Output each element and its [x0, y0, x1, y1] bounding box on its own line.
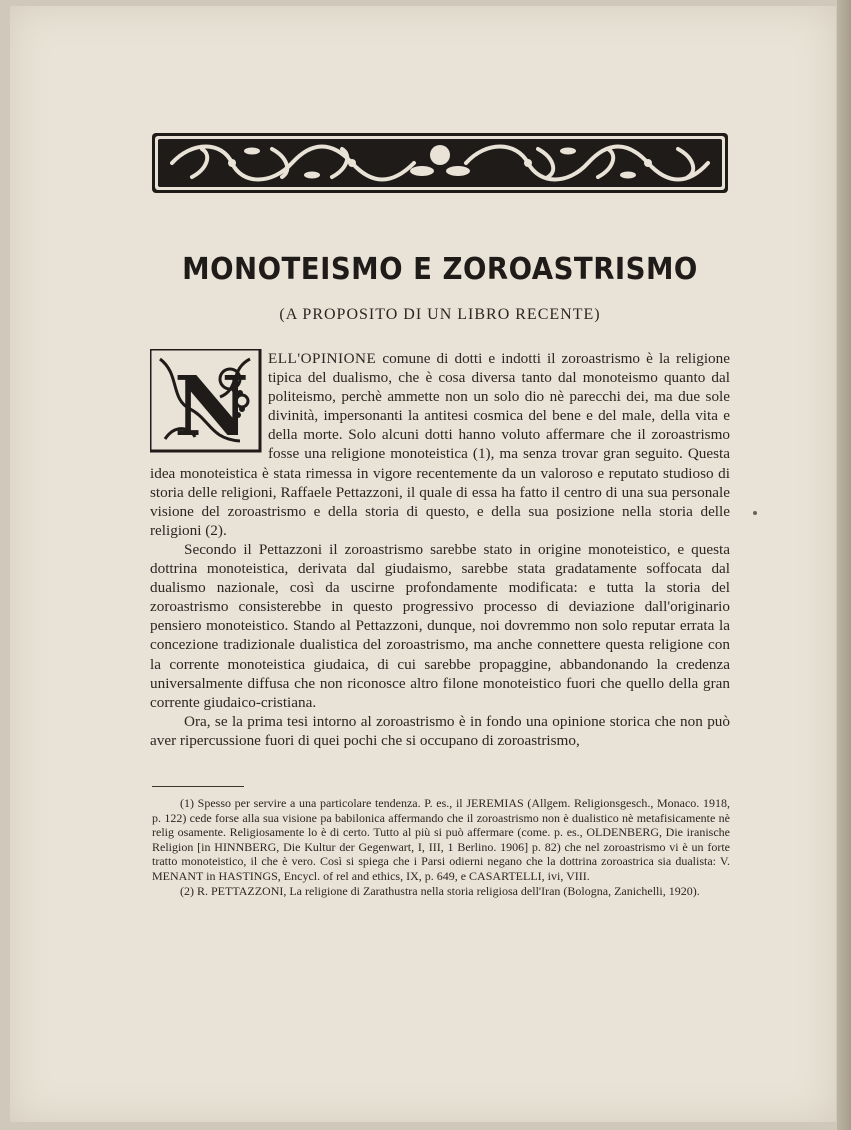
article-subtitle: (A PROPOSITO DI UN LIBRO RECENTE) — [279, 306, 601, 323]
book-spine — [837, 0, 851, 1130]
article-title: MONOTEISMO E ZOROASTRISMO — [182, 252, 698, 287]
article-body — [150, 349, 730, 750]
footnote-2: (2) R. PETTAZZONI, La religione di Zarathustra nella storia religiosa dell'Iran (Bologna, Zanichelli, 1920). — [180, 883, 700, 898]
footnotes — [152, 796, 730, 898]
decorated-drop-cap-icon — [150, 349, 264, 453]
paragraph-2: Secondo il Pettazzoni il zoroastrismo sarebbe stato in origine monoteistico, e questa dottrina monoteistica, derivata dal giudaismo, sarebbe stata gradatamente soffocata dal dualismo nazionale, così da uscirne profondamente modificata: e tutta la storia del zoroastrismo consisterebbe in questo progressivo processo di deviazione dall'originario pensiero monoteistico. Stando al Pettazzoni, dunque, noi dovremmo non solo reputar errata la concezione tradizionale dualistica del zoroastrismo, ma anche connettere questa religione con la corrente monoteistica giudaica, di cui sarebbe propaggine, abbandonando la credenza universalmente diffusa che non riconosce altro filone monoteistico fuori che quello della gran corrente giudaico-cristiana. — [150, 540, 730, 711]
floral-headpiece-icon — [152, 133, 728, 193]
drop-cap-letter: N — [174, 359, 249, 453]
margin-ink-dot — [753, 511, 757, 515]
footnote-divider — [152, 786, 244, 787]
paragraph-3: Ora, se la prima tesi intorno al zoroastrismo è in fondo una opinione storica che non può aver ripercussione fuori di quei pochi che si occupano di zoroastrismo, — [150, 712, 730, 749]
paragraph-1-text: comune di dotti e indotti il zoroastrismo è la religione tipica del dualismo, che è cosa diversa tanto dal monoteismo quanto dal politeismo, perchè ammette non un solo dio nè parecchi dei, ma due sole divinità, impersonanti la antitesi cosmica del bene e del male, della vita e della morte. Solo alcuni dotti hanno voluto affermare che il zoroastrismo fosse una religione monoteistica (1), ma senza trovar gran seguito. Questa idea monoteistica è stata rimessa in vigore recentemente da un valoroso e reputato studioso di storia delle religioni, Raffaele Pettazzoni, il quale di essa ha fatto il centro di una sua personale visione del zoroastrismo e della storia di questo, e della sua posizione nella storia delle religioni (2). — [150, 350, 730, 539]
footnote-1: (1) Spesso per servire a una particolare tendenza. P. es., il JEREMIAS (Allgem. Religionsgesch., Monaco. 1918, p. 122) cede forse alla sua visione pa babilonica affermando che il zoroastrismo non è dualistico nè metafisicamente nè relig osamente. Religiosamente lo è di certo. Tutto al più si può affermare (come. p. es., OLDENBERG, Die iranische Religion [in HINNBERG, Die Kultur der Gegenwart, I, III, 1 Berlino. 1906] p. 82) che nel zoroastrismo vi è un forte tratto monoteistico, il che è vero. Così si spiega che i Parsi odierni negano che la dottrina zoroastrica sia dualista: V. MENANT in HASTINGS, Encycl. of rel and ethics, IX, p. 649, e CASARTELLI, ivi, VIII. — [152, 796, 730, 883]
lead-word: ELL'OPINIONE — [268, 350, 377, 367]
